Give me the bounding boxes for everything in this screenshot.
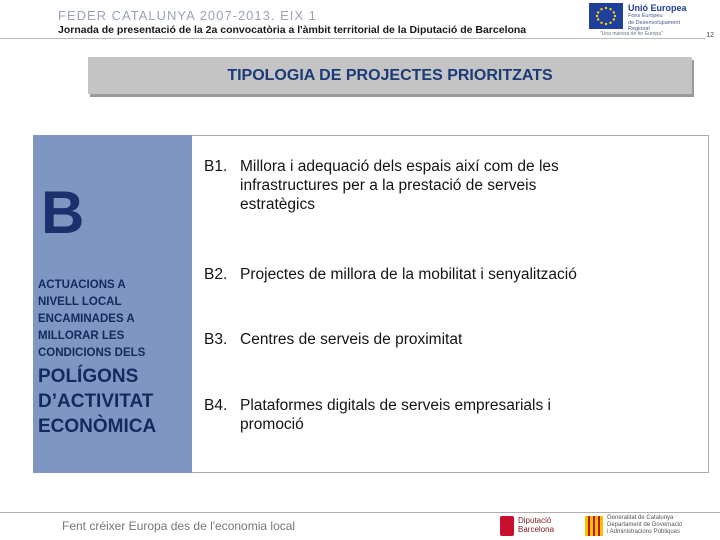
eu-flag-icon <box>589 3 623 29</box>
eu-fund-line: de Desenvolupament <box>628 19 680 26</box>
category-emphasis-line: ECONÒMICA <box>38 416 157 437</box>
item-text-line: estratègics <box>240 196 315 213</box>
category-description-line: CONDICIONS DELS <box>38 347 146 359</box>
eu-motto: "Una manera de fer Europa" <box>600 31 663 37</box>
item-text-line: Millora i adequació dels espais així com de les <box>240 158 559 175</box>
item-code: B4. <box>204 397 228 414</box>
item-b1 <box>204 157 559 214</box>
eu-title: Unió Europea <box>628 3 687 13</box>
diputacio-logo-icon <box>500 516 514 536</box>
item-b4 <box>204 396 551 434</box>
item-text-line: infrastructures per a la prestació de serveis <box>240 177 537 194</box>
item-text-line: promoció <box>240 416 304 433</box>
diputacio-label-line: Barcelona <box>518 525 555 534</box>
page-number: 12 <box>706 32 714 39</box>
generalitat-logo-icon <box>585 516 603 536</box>
eu-label <box>628 3 708 33</box>
item-text-line: Plataformes digitals de serveis empresarials i <box>240 397 551 414</box>
program-label: FEDER CATALUNYA 2007-2013. EIX 1 <box>58 8 317 23</box>
item-text-line: Centres de serveis de proximitat <box>240 331 463 348</box>
eu-fund-line: Regional <box>628 26 650 32</box>
generalitat-label-line: Generalitat de Catalunya <box>607 515 674 521</box>
category-description-line: MILLORAR LES <box>38 330 125 342</box>
diputacio-label-line: Diputació <box>518 516 552 525</box>
generalitat-label <box>607 515 707 536</box>
footer-slogan: Fent créixer Europa des de l'economia local <box>62 519 296 533</box>
item-text-line: Projectes de millora de la mobilitat i senyalització <box>240 266 577 283</box>
item-code: B3. <box>204 331 228 348</box>
category-emphasis-line: D’ACTIVITAT <box>38 391 154 412</box>
item-code: B1. <box>204 158 228 175</box>
generalitat-label-line: Departament de Governació <box>607 522 683 528</box>
category-description-line: NIVELL LOCAL <box>38 296 122 308</box>
diputacio-label <box>518 516 554 534</box>
eu-fund-line: Fons Europeu <box>628 13 663 19</box>
header-divider <box>0 38 705 39</box>
category-emphasis-line: POLÍGONS <box>38 366 139 387</box>
item-b2 <box>204 265 577 284</box>
item-b3 <box>204 330 462 349</box>
category-panel <box>33 135 192 473</box>
title-bar <box>88 57 692 94</box>
category-emphasis <box>38 364 193 439</box>
slide-title: TIPOLOGIA DE PROJECTES PRIORITZATS <box>227 67 553 84</box>
event-subtitle: Jornada de presentació de la 2a convocatòria a l'àmbit territorial de la Diputació de Barcelona <box>58 24 527 36</box>
item-code: B2. <box>204 266 228 283</box>
category-letter: B <box>41 179 85 246</box>
generalitat-label-line: i Administracions Públiques <box>607 529 681 535</box>
footer-divider <box>0 512 720 513</box>
category-description-line: ACTUACIONS A <box>38 279 126 291</box>
category-description <box>38 277 188 362</box>
category-description-line: ENCAMINADES A <box>38 313 135 325</box>
